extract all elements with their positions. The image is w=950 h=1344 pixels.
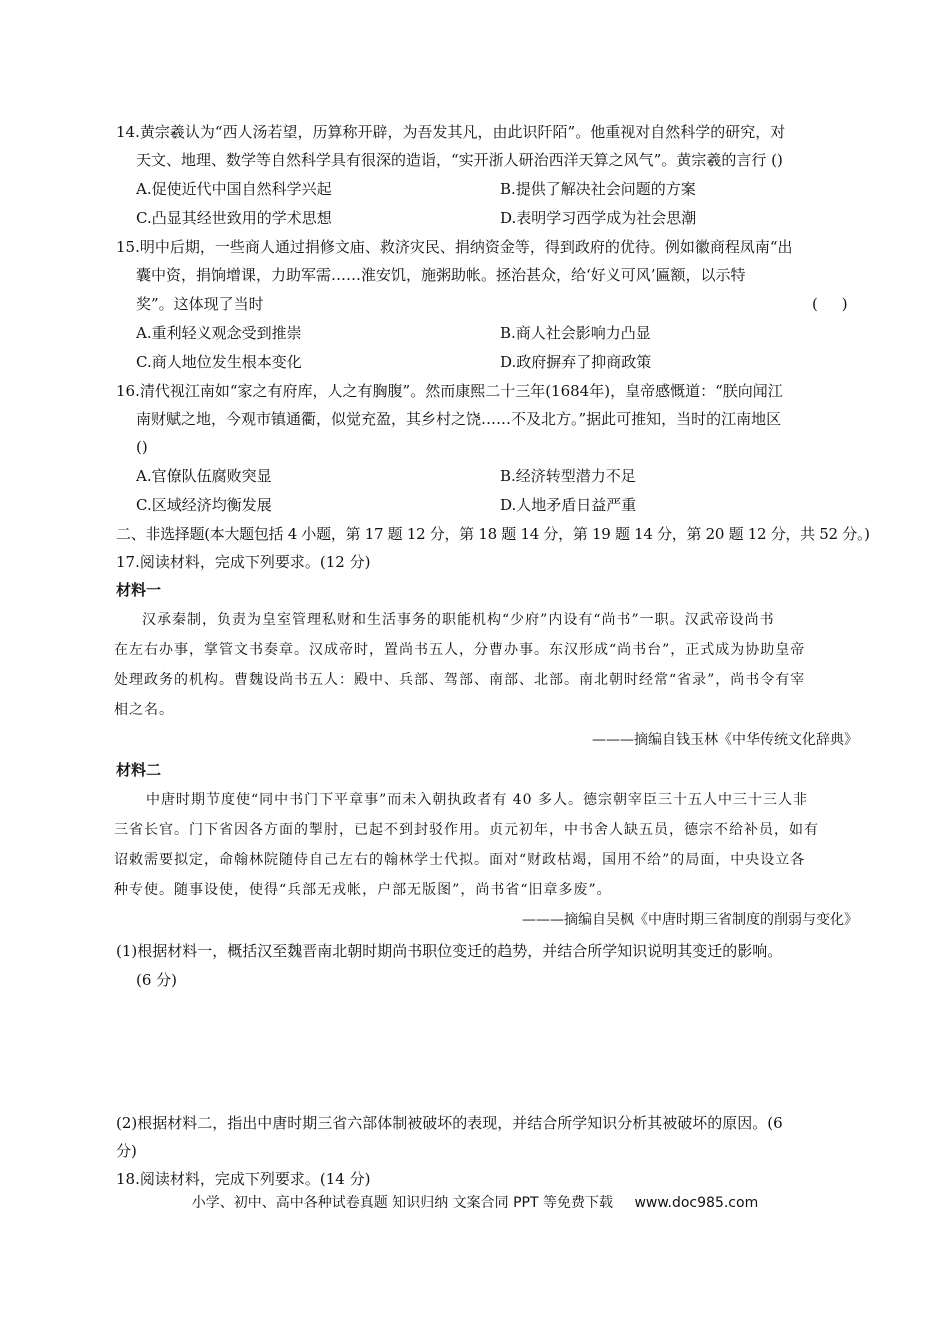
material2-line2: 三省长官。门下省因各方面的掣肘，已起不到封驳作用。贞元初年，中书舍人缺五员，德宗不给补员，如有 [114,822,819,838]
q16-stem-line2: 南财赋之地，今观市镇通衢，似觉充盈，其乡村之饶……不及北方。”据此可推知，当时的江南地区 [136,410,782,428]
page-footer [0,1192,950,1212]
footer-site-link[interactable]: www.doc985.com [634,1195,759,1211]
q16-option-c: C.区域经济均衡发展 [136,496,272,514]
q15-stem-line2: 囊中资，捐饷增课，力助军需……淮安饥，施粥助帐。拯治甚众，给‘好义可风’匾额，以示特 [136,266,746,284]
material2-line4: 种专使。随事设使，使得“兵部无戎帐，户部无版图”，尚书省“旧章多废”。 [114,882,612,898]
q15-stem-line3: 奖”。这体现了当时 [136,295,264,313]
q16-option-b: B.经济转型潜力不足 [500,467,636,485]
q14-option-a: A.促使近代中国自然科学兴起 [136,180,332,198]
material2-label: 材料二 [116,761,162,779]
q14-stem-line1: 14.黄宗羲认为“西人汤若望，历算称开辟，为吾发其凡，由此识阡陌”。他重视对自然科学的研究，对 [116,123,786,141]
q15-answer-bracket: ( ) [812,295,848,313]
q16-stem-line3: () [136,438,148,456]
q16-stem-line1: 16.清代视江南如“家之有府库，人之有胸腹”。然而康熙二十三年(1684年)，皇帝感慨道：“朕向闻江 [116,382,783,400]
q17-sub1-line2: (6 分) [136,971,178,989]
q17-sub1-line1: (1)根据材料一，概括汉至魏晋南北朝时期尚书职位变迁的趋势，并结合所学知识说明其变迁的影响。 [116,942,783,960]
q15-stem-line1: 15.明中后期，一些商人通过捐修文庙、救济灾民、捐纳资金等，得到政府的优待。例如徽商程凤南“出 [116,238,793,256]
q15-option-b: B.商人社会影响力凸显 [500,324,651,342]
material1-source: ———摘编自钱玉林《中华传统文化辞典》 [592,732,858,748]
material1-line1: 汉承秦制，负责为皇室管理私财和生活事务的职能机构“少府”内设有“尚书”一职。汉武帝设尚书 [142,612,775,628]
q14-option-b: B.提供了解决社会问题的方案 [500,180,696,198]
q16-option-a: A.官僚队伍腐败突显 [136,467,272,485]
q18-title: 18.阅读材料，完成下列要求。(14 分) [116,1170,371,1188]
section2-heading: 二、非选择题(本大题包括 4 小题，第 17 题 12 分，第 18 题 14 分，第 19 题 14 分，第 20 题 12 分，共 52 分。) [116,525,870,543]
q15-option-d: D.政府摒弃了抑商政策 [500,353,652,371]
material2-line1: 中唐时期节度使“同中书门下平章事”而未入朝执政者有 40 多人。德宗朝宰臣三十五人中三十三人非 [146,792,809,808]
material1-line4: 相之名。 [114,702,174,718]
material1-label: 材料一 [116,581,162,599]
material1-line3: 处理政务的机构。曹魏设尚书五人：殿中、兵部、驾部、南部、北部。南北朝时经常“省录”，尚书令有宰 [114,672,806,688]
q14-stem-line2: 天文、地理、数学等自然科学具有很深的造诣，“实开浙人研治西洋天算之风气”。黄宗羲的言行 () [136,151,783,169]
material2-line3: 诏敕需要拟定，命翰林院随侍自己左右的翰林学士代拟。面对“财政枯竭，国用不给”的局面，中央设立各 [114,852,806,868]
material2-source: ———摘编自吴枫《中唐时期三省制度的削弱与变化》 [522,912,858,928]
q15-option-a: A.重利轻义观念受到推崇 [136,324,302,342]
q14-option-d: D.表明学习西学成为社会思潮 [500,209,697,227]
material1-line2: 在左右办事，掌管文书奏章。汉成帝时，置尚书五人，分曹办事。东汉形成“尚书台”，正式成为协助皇帝 [114,642,806,658]
q17-sub2-line2: 分) [116,1142,137,1160]
q17-sub2-line1: (2)根据材料二，指出中唐时期三省六部体制被破坏的表现，并结合所学知识分析其被破坏的原因。(6 [116,1114,783,1132]
q16-option-d: D.人地矛盾日益严重 [500,496,637,514]
footer-text: 小学、初中、高中各种试卷真题 知识归纳 文案合同 PPT 等免费下载 [191,1195,614,1211]
q14-option-c: C.凸显其经世致用的学术思想 [136,209,332,227]
q17-title: 17.阅读材料，完成下列要求。(12 分) [116,553,371,571]
q15-option-c: C.商人地位发生根本变化 [136,353,302,371]
